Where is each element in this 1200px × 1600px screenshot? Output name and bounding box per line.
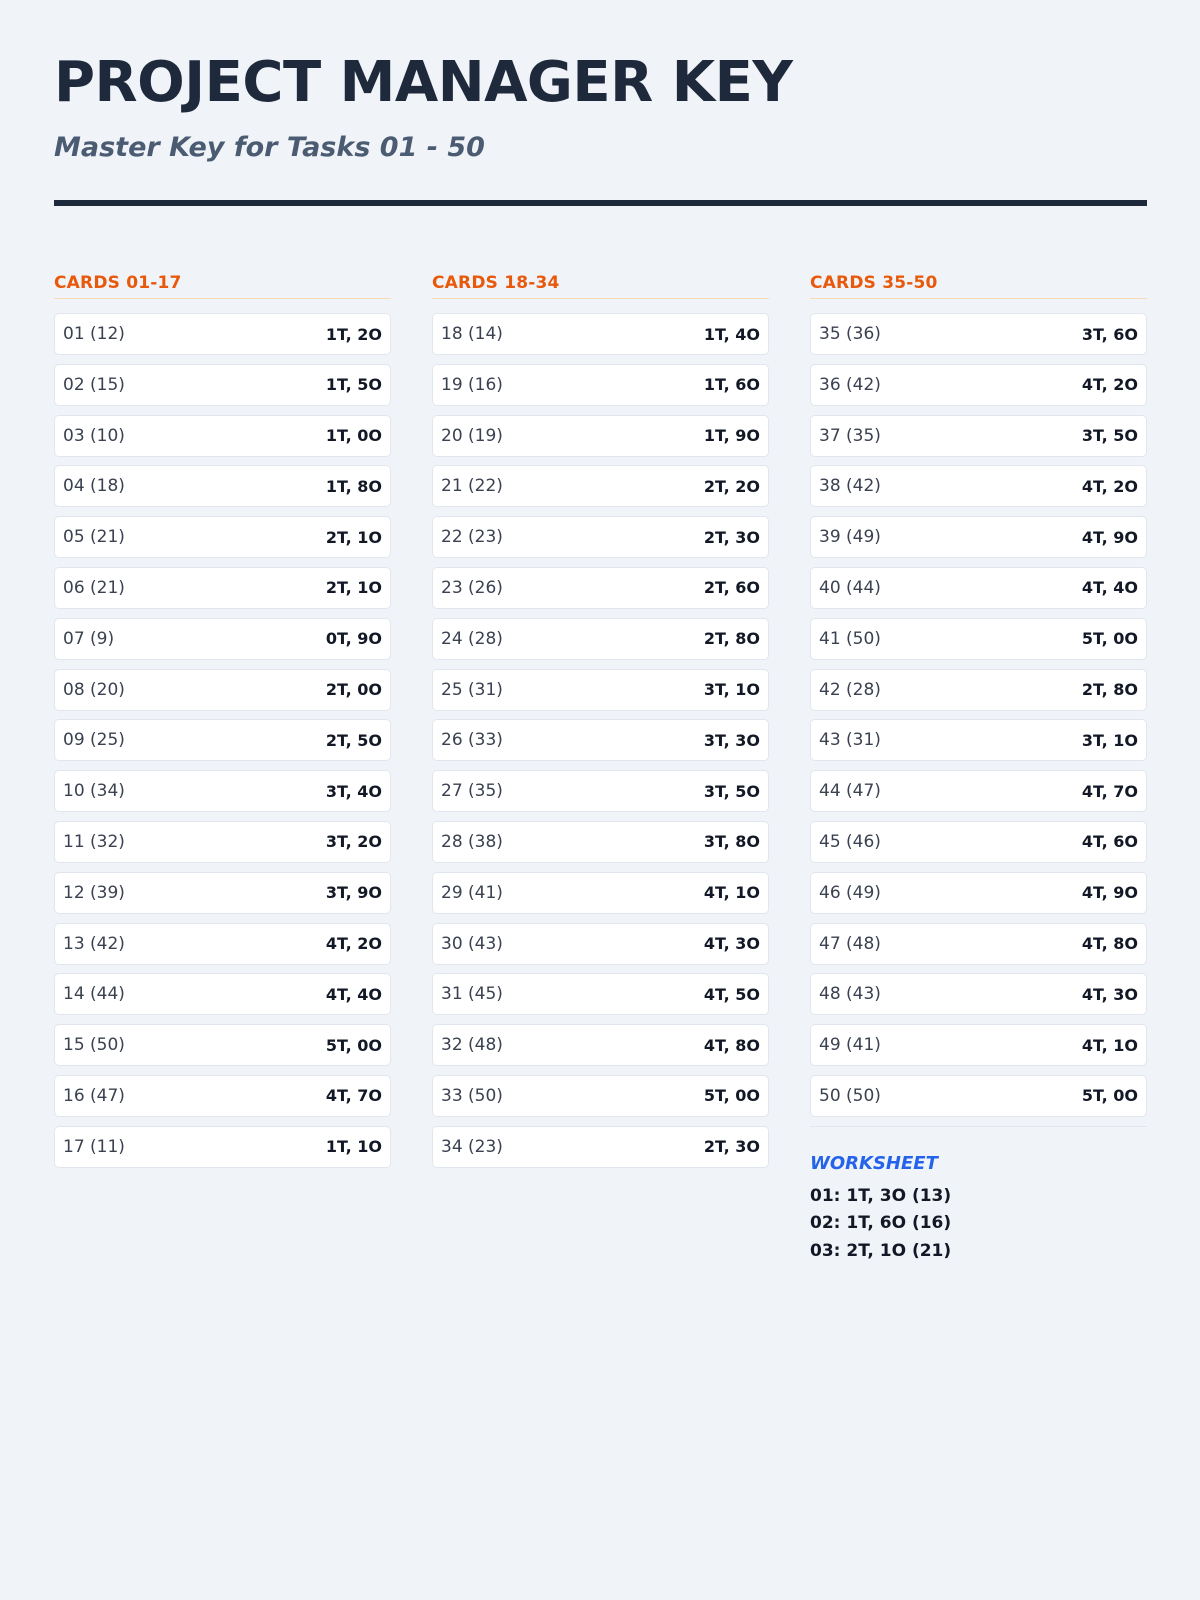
card-row: [432, 719, 769, 761]
card-answer-value: 2T, 0O: [325, 680, 382, 700]
card-answer-value: 4T, 4O: [1081, 578, 1138, 598]
card-row: [432, 618, 769, 660]
card-number-label: 07 (9): [63, 628, 115, 649]
card-number-label: 35 (36): [819, 324, 881, 344]
card-row: [810, 669, 1147, 711]
column-heading: CARDS 18-34: [432, 272, 769, 299]
card-answer-value: 4T, 9O: [1081, 883, 1138, 903]
card-row: [54, 516, 391, 558]
card-list: [54, 313, 391, 1168]
card-number-label: 09 (25): [63, 730, 125, 751]
card-row: [810, 364, 1147, 406]
card-number-label: 32 (48): [441, 1035, 503, 1056]
card-answer-value: 5T, 0O: [325, 1035, 382, 1055]
card-list: [432, 313, 769, 1168]
card-row: [54, 415, 391, 457]
card-number-label: 01 (12): [63, 324, 125, 344]
card-answer-value: 4T, 8O: [703, 1035, 760, 1055]
card-number-label: 48 (43): [819, 984, 881, 1005]
card-number-label: 02 (15): [63, 374, 125, 395]
card-number-label: 25 (31): [441, 679, 503, 700]
card-number-label: 29 (41): [441, 882, 503, 903]
card-number-label: 49 (41): [819, 1035, 881, 1056]
card-number-label: 12 (39): [63, 882, 125, 903]
card-number-label: 39 (49): [819, 527, 881, 548]
card-answer-value: 3T, 5O: [703, 781, 760, 801]
card-answer-value: 5T, 0O: [1081, 1086, 1138, 1106]
card-row: [54, 618, 391, 660]
column-cards-35-50: [810, 272, 1147, 1265]
card-number-label: 47 (48): [819, 933, 881, 954]
card-answer-value: 1T, 4O: [703, 324, 760, 344]
card-row: [54, 567, 391, 609]
card-row: [54, 364, 391, 406]
column-cards-01-17: [54, 272, 391, 1177]
worksheet-line: 03: 2T, 1O (21): [810, 1240, 952, 1261]
card-row: [810, 516, 1147, 558]
card-number-label: 11 (32): [63, 831, 125, 852]
card-answer-value: 4T, 1O: [703, 883, 760, 903]
card-answer-value: 4T, 3O: [1081, 984, 1138, 1004]
card-answer-value: 5T, 0O: [1081, 629, 1138, 649]
worksheet-lines: [810, 1183, 1147, 1266]
card-answer-value: 3T, 3O: [703, 730, 760, 750]
column-heading: CARDS 35-50: [810, 272, 1147, 299]
page-subtitle: Master Key for Tasks 01 - 50: [54, 132, 485, 163]
card-number-label: 23 (26): [441, 577, 503, 598]
card-row: [432, 669, 769, 711]
card-row: [54, 669, 391, 711]
card-number-label: 34 (23): [441, 1136, 503, 1157]
card-number-label: 38 (42): [819, 476, 881, 497]
card-row: [432, 465, 769, 507]
card-answer-value: 5T, 0O: [703, 1086, 760, 1106]
card-row: [432, 567, 769, 609]
card-answer-value: 4T, 1O: [1081, 1035, 1138, 1055]
card-answer-value: 4T, 7O: [1081, 781, 1138, 801]
card-answer-value: 1T, 5O: [325, 375, 382, 395]
card-row: [810, 313, 1147, 355]
card-answer-value: 2T, 1O: [325, 578, 382, 598]
card-number-label: 45 (46): [819, 831, 881, 852]
card-answer-value: 4T, 8O: [1081, 934, 1138, 954]
card-row: [54, 465, 391, 507]
card-row: [432, 1024, 769, 1066]
card-number-label: 37 (35): [819, 425, 881, 446]
page-title: PROJECT MANAGER KEY: [54, 50, 793, 115]
card-answer-value: 2T, 8O: [703, 629, 760, 649]
card-answer-value: 4T, 6O: [1081, 832, 1138, 852]
card-number-label: 19 (16): [441, 374, 503, 395]
card-number-label: 22 (23): [441, 527, 503, 548]
card-number-label: 26 (33): [441, 730, 503, 751]
card-row: [810, 415, 1147, 457]
card-number-label: 42 (28): [819, 679, 881, 700]
card-answer-value: 4T, 3O: [703, 934, 760, 954]
card-row: [810, 770, 1147, 812]
card-answer-value: 2T, 6O: [703, 578, 760, 598]
card-answer-value: 3T, 6O: [1081, 324, 1138, 344]
card-row: [810, 973, 1147, 1015]
card-row: [810, 1075, 1147, 1117]
card-number-label: 40 (44): [819, 577, 881, 598]
card-answer-value: 1T, 0O: [325, 426, 382, 446]
card-number-label: 30 (43): [441, 933, 503, 954]
card-number-label: 33 (50): [441, 1085, 503, 1106]
card-number-label: 50 (50): [819, 1085, 881, 1106]
card-row: [432, 872, 769, 914]
card-number-label: 43 (31): [819, 730, 881, 751]
card-answer-value: 2T, 3O: [703, 527, 760, 547]
card-number-label: 05 (21): [63, 527, 125, 548]
card-row: [432, 1126, 769, 1168]
card-answer-value: 3T, 8O: [703, 832, 760, 852]
card-row: [810, 1024, 1147, 1066]
card-row: [432, 516, 769, 558]
card-number-label: 41 (50): [819, 628, 881, 649]
card-answer-value: 2T, 1O: [325, 527, 382, 547]
card-answer-value: 4T, 2O: [1081, 476, 1138, 496]
card-number-label: 15 (50): [63, 1035, 125, 1056]
card-row: [432, 923, 769, 965]
card-answer-value: 4T, 2O: [325, 934, 382, 954]
card-row: [810, 923, 1147, 965]
card-row: [54, 1126, 391, 1168]
card-answer-value: 3T, 1O: [1081, 730, 1138, 750]
card-answer-value: 4T, 5O: [703, 984, 760, 1004]
card-answer-value: 1T, 8O: [325, 476, 382, 496]
card-answer-value: 2T, 3O: [703, 1137, 760, 1157]
card-row: [810, 567, 1147, 609]
card-number-label: 46 (49): [819, 882, 881, 903]
card-list: [810, 313, 1147, 1117]
card-row: [810, 618, 1147, 660]
card-row: [54, 872, 391, 914]
worksheet-section: [810, 1126, 1147, 1266]
card-number-label: 21 (22): [441, 476, 503, 497]
card-number-label: 44 (47): [819, 781, 881, 802]
worksheet-line: 01: 1T, 3O (13): [810, 1185, 952, 1206]
card-number-label: 08 (20): [63, 679, 125, 700]
card-row: [810, 821, 1147, 863]
card-number-label: 17 (11): [63, 1136, 125, 1157]
card-answer-value: 4T, 9O: [1081, 527, 1138, 547]
card-row: [54, 923, 391, 965]
card-row: [432, 415, 769, 457]
card-answer-value: 1T, 2O: [325, 324, 382, 344]
card-answer-value: 1T, 6O: [703, 375, 760, 395]
card-row: [54, 1075, 391, 1117]
card-answer-value: 3T, 4O: [325, 781, 382, 801]
worksheet-line: 02: 1T, 6O (16): [810, 1213, 952, 1234]
card-number-label: 10 (34): [63, 781, 125, 802]
card-row: [54, 770, 391, 812]
card-number-label: 18 (14): [441, 324, 503, 344]
card-row: [810, 719, 1147, 761]
card-answer-value: 3T, 9O: [325, 883, 382, 903]
card-row: [432, 364, 769, 406]
card-number-label: 06 (21): [63, 577, 125, 598]
card-answer-value: 3T, 1O: [703, 680, 760, 700]
card-number-label: 28 (38): [441, 831, 503, 852]
card-number-label: 04 (18): [63, 476, 125, 497]
card-number-label: 14 (44): [63, 984, 125, 1005]
card-row: [810, 872, 1147, 914]
card-row: [432, 973, 769, 1015]
card-number-label: 36 (42): [819, 374, 881, 395]
card-row: [810, 465, 1147, 507]
card-answer-value: 4T, 2O: [1081, 375, 1138, 395]
card-answer-value: 3T, 2O: [325, 832, 382, 852]
card-number-label: 20 (19): [441, 425, 503, 446]
card-row: [432, 313, 769, 355]
card-row: [432, 1075, 769, 1117]
card-answer-value: 3T, 5O: [1081, 426, 1138, 446]
card-number-label: 03 (10): [63, 425, 125, 446]
card-row: [432, 770, 769, 812]
card-row: [54, 719, 391, 761]
card-number-label: 16 (47): [63, 1085, 125, 1106]
card-answer-value: 4T, 4O: [325, 984, 382, 1004]
title-divider: [54, 200, 1147, 206]
worksheet-heading: WORKSHEET: [810, 1152, 938, 1174]
card-answer-value: 0T, 9O: [325, 629, 382, 649]
card-number-label: 13 (42): [63, 933, 125, 954]
card-answer-value: 1T, 1O: [325, 1137, 382, 1157]
card-row: [54, 973, 391, 1015]
card-answer-value: 2T, 2O: [703, 476, 760, 496]
card-number-label: 24 (28): [441, 628, 503, 649]
card-row: [54, 1024, 391, 1066]
column-heading: CARDS 01-17: [54, 272, 391, 299]
card-answer-value: 4T, 7O: [325, 1086, 382, 1106]
card-number-label: 31 (45): [441, 984, 503, 1005]
card-row: [432, 821, 769, 863]
card-answer-value: 1T, 9O: [703, 426, 760, 446]
card-answer-value: 2T, 8O: [1081, 680, 1138, 700]
card-number-label: 27 (35): [441, 781, 503, 802]
card-row: [54, 313, 391, 355]
card-answer-value: 2T, 5O: [325, 730, 382, 750]
card-row: [54, 821, 391, 863]
column-cards-18-34: [432, 272, 769, 1177]
